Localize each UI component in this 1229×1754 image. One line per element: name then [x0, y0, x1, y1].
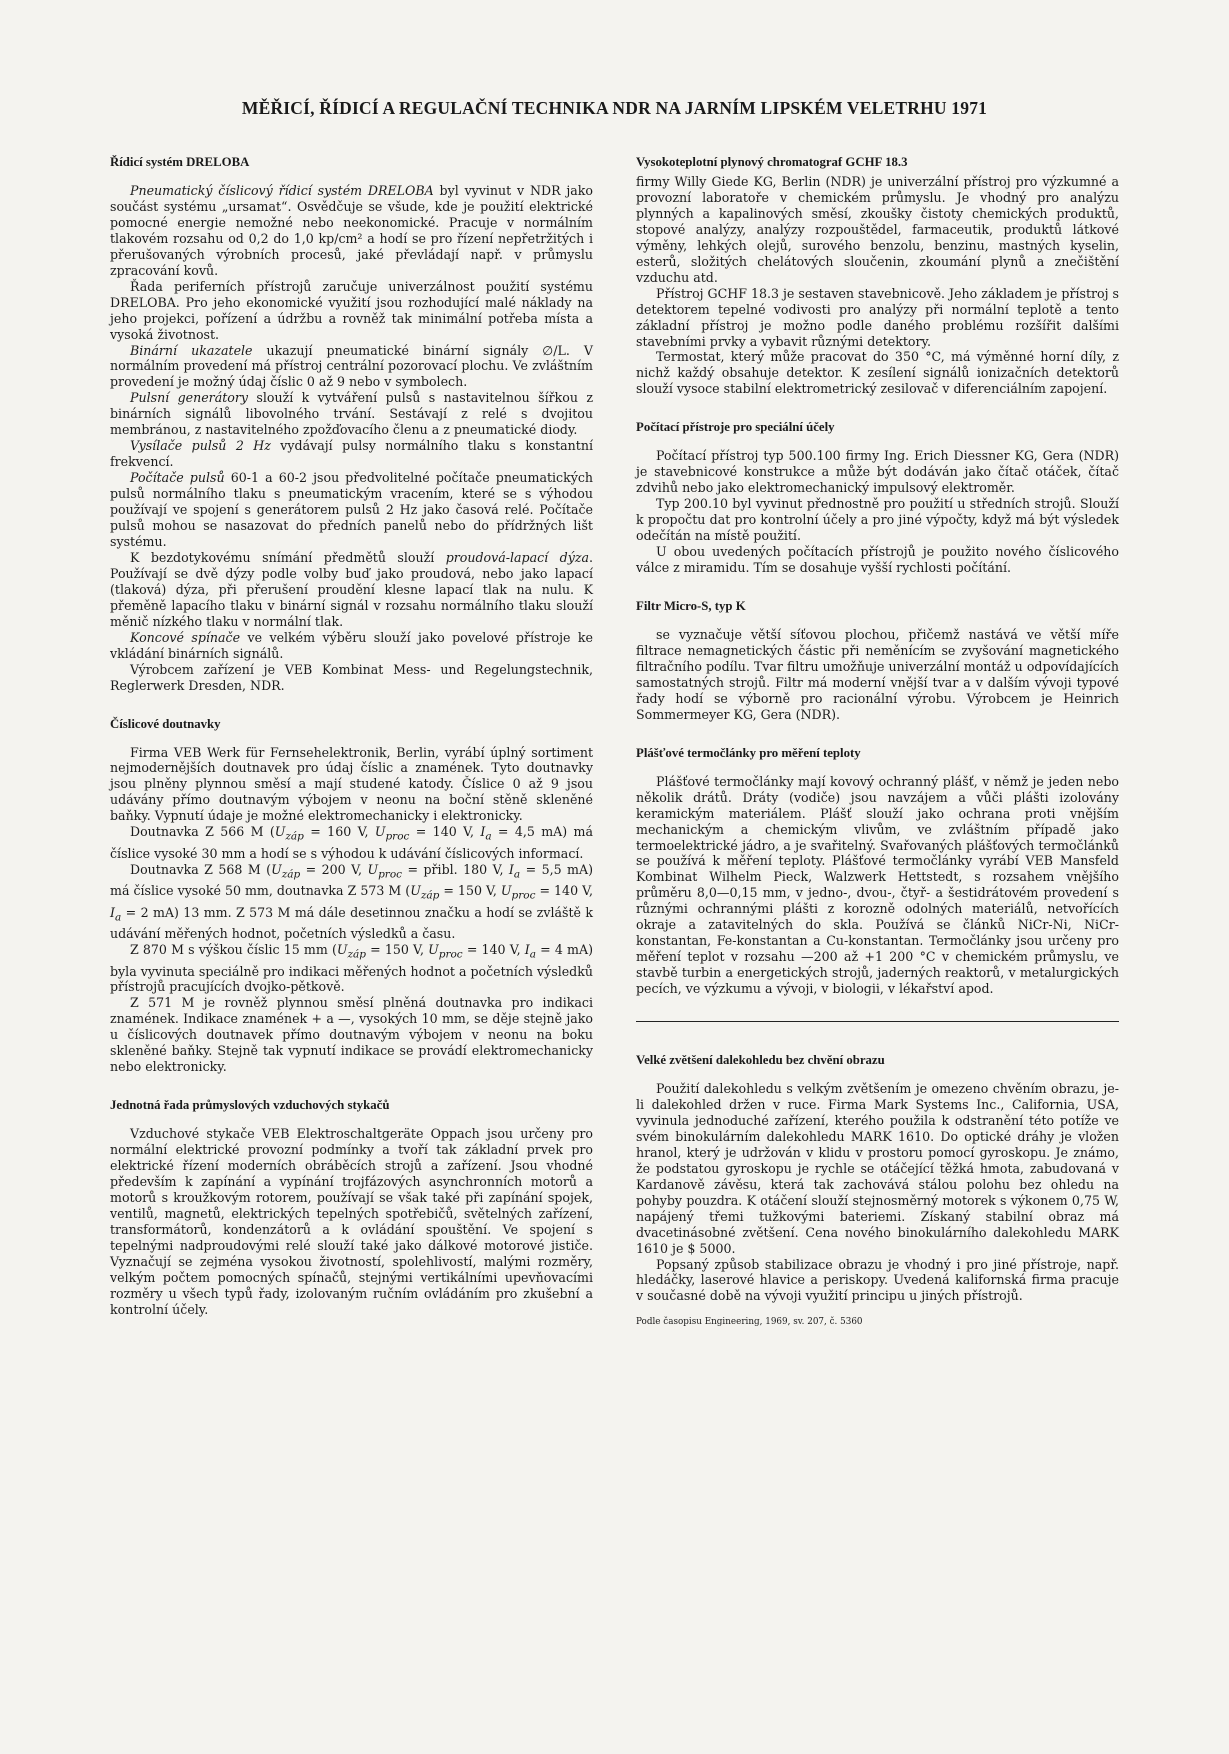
paragraph: Popsaný způsob stabilizace obrazu je vhodný i pro jiné přístroje, např. hledáčky, laserové hlavice a periskopy. Uvedená kalifornská firma pracuje v současné době na vývoji využití principu u jiných přístrojů.	[636, 1256, 1119, 1304]
article-heading: Řídicí systém DRELOBA	[110, 155, 250, 169]
article-heading: Filtr Micro-S, typ K	[636, 598, 746, 613]
paragraph: Z 870 M s výškou číslic 15 mm ($U_{záp} = 150$ V, $U_{proc} = 140$ V, $I_a = 4$ mA) byla vyvinuta speciálně pro indikaci měřených hodnot a početních výsledků přístrojů pracujících dvojko-pětkově.	[110, 942, 593, 995]
page-title: MĚŘICÍ, ŘÍDICÍ A REGULAČNÍ TECHNIKA NDR NA JARNÍM LIPSKÉM VELETRHU 1971	[241, 98, 988, 118]
section-divider	[636, 1021, 1119, 1022]
article-velke-zvetseni-dalekohledu-bez-chveni-ob	[636, 1052, 1119, 1328]
article-heading: Plášťové termočlánky pro měření teploty	[636, 745, 861, 760]
paragraph: Z 571 M je rovněž plynnou směsí plněná doutnavka pro indikaci znamének. Indikace znamének + a —, vysokých 10 mm, se děje stejně jako u číslicových doutnavek přímo doutnavým výbojem v neonu na boku skleněné baňky. Stejně tak vypnutí indikace se provádí elektromechanicky nebo elektronicky.	[110, 995, 593, 1075]
source-note: Podle časopisu Engineering, 1969, sv. 207, č. 5360	[636, 1317, 863, 1328]
paragraph: Binární ukazatele ukazují pneumatické binární signály ∅/L. V normálním provedení má přístroj centrální pozorovací plochu. Ve zvláštním provedení je možný údaj číslic 0 až 9 nebo v symbolech.	[110, 342, 593, 390]
right-column	[636, 154, 1119, 1350]
article-heading: Velké zvětšení dalekohledu bez chvění obrazu	[636, 1053, 885, 1068]
paragraph: Doutnavka Z 568 M ($U_{záp} = 200$ V, $U_{proc}$ = přibl. 180 V, $I_a = 5,5$ mA) má číslice vysoké 50 mm, doutnavka Z 573 M ($U_{záp} = 150$ V, $U_{proc} = 140$ V, $I_a = 2$ mA) 13 mm. Z 573 M má dále desetinnou značku a hodí se zvláště k udávání měřených hodnot, početních výsledků a času.	[110, 861, 593, 942]
article-vysokoteplotni-plynovy-chromatograf-gchf	[636, 154, 1119, 397]
article-heading: Vysokoteplotní plynový chromatograf GCHF 18.3	[636, 155, 908, 169]
paragraph: U obou uvedených počítacích přístrojů je použito nového číslicového válce z miramidu. Tím se dosahuje vyšší rychlosti počítání.	[636, 544, 1119, 576]
paragraph: Termostat, který může pracovat do 350 °C, má výměnné horní díly, z nichž každý obsahuje detektor. K zesílení signálů ionizačních detektorů slouží vysoce stabilní elektrometrický zesilovač v diferenciálním zapojení.	[636, 349, 1119, 397]
paragraph: firmy Willy Giede KG, Berlin (NDR) je univerzální přístroj pro výzkumné a provozní laboratoře v chemickém průmyslu. Je vhodný pro analýzu plynných a kapalinových směsí, zkoušky čistoty chemických produktů, stopové analýzy, analýzy rozpouštědel, farmaceutik, produktů látkové výměny, lehkých olejů, surového benzolu, benzinu, mastných kyselin, esterů, složitých chelátových sloučenin, zkoumání plynů a znečištění vzduchu atd.	[636, 174, 1119, 285]
paragraph: Pneumatický číslicový řídicí systém DRELOBA byl vyvinut v NDR jako součást systému „ursamat“. Osvědčuje se všude, kde je použití elektrické pomocné energie nemožné nebo neekonomické. Pracuje v normálním tlakovém rozsahu od 0,2 do 1,0 kp/cm² a hodí se pro řízení nepřetržitých i přerušovaných výrobních procesů, jaké převládají např. v průmyslu zpracování kovů.	[110, 183, 593, 278]
paragraph: Vysílače pulsů 2 Hz vydávají pulsy normálního tlaku s konstantní frekvencí.	[110, 438, 593, 470]
article-ridici-system-dreloba	[110, 154, 593, 694]
paragraph: Pulsní generátory slouží k vytváření pulsů s nastavitelnou šířkou z binárních signálů libovolného trvání. Sestávají z relé s dvojitou membránou, z nastavitelného zpožďovacího členu a z pneumatické diody.	[110, 390, 593, 438]
paragraph: Firma VEB Werk für Fernsehelektronik, Berlin, vyrábí úplný sortiment nejmodernějších doutnavek pro údaj číslic a znamének. Tyto doutnavky jsou plněny plynnou směsí a mají studené katody. Číslice 0 až 9 jsou udávány přímo doutnavým výbojem v neonu na boční stěně skleněné baňky. Vypnutí údaje je možné elektromechanicky i elektronicky.	[110, 744, 593, 824]
paragraph: Použití dalekohledu s velkým zvětšením je omezeno chvěním obrazu, je-li dalekohled držen v ruce. Firma Mark Systems Inc., California, USA, vyvinula jednoduché zařízení, kterého použila k odstranění této potíže ve svém binokulárním dalekohledu MARK 1610. Do optické dráhy je vložen hranol, který je udržován v klidu v prostoru pomocí gyroskopu. Je známo, že podstatou gyroskopu je rychle se otáčející těžká hmota, zabudovaná v Kardanově závěsu, která tak zachovává stálou polohu bez ohledu na pohyby pouzdra. K otáčení slouží stejnosměrný motorek s výkonem 0,75 W, napájený třemi tužkovými bateriemi. Získaný stabilní obraz má dvacetinásobné zvětšení. Cena nového binokulárního dalekohledu MARK 1610 je $ 5000.	[636, 1081, 1119, 1256]
paragraph: Přístroj GCHF 18.3 je sestaven stavebnicově. Jeho základem je přístroj s detektorem tepelné vodivosti pro analýzy při normální teplotě a tento základní přístroj je možno podle daného problému rozšířit dalšími stavebními prvky a vybavit různými detektory.	[636, 285, 1119, 349]
paragraph: K bezdotykovému snímání předmětů slouží proudová-lapací dýza. Používají se dvě dýzy podle volby buď jako proudová, nebo jako lapací (tlaková) dýza, při přerušení proudění klesne lapací tlak na nulu. K přeměně lapacího tlaku v binární signál v rozsahu normálního tlaku slouží měnič nízkého tlaku v normální tlak.	[110, 549, 593, 629]
paragraph: Počítací přístroj typ 500.100 firmy Ing. Erich Diessner KG, Gera (NDR) je stavebnicové konstrukce a může být dodáván jako čítač otáček, čítač zdvihů nebo jako elektromechanický impulsový elektroměr.	[636, 448, 1119, 496]
left-column	[110, 154, 593, 1340]
article-pocitaci-pristroje-pro-specialni-ucely	[636, 419, 1119, 576]
article-heading: Jednotná řada průmyslových vzduchových stykačů	[110, 1098, 390, 1113]
paragraph: Řada periferních přístrojů zaručuje univerzálnost použití systému DRELOBA. Pro jeho ekonomické využití jsou rozhodující malé náklady na jeho projekci, pořízení a údržbu a rovněž tak minimální potřeba místa a vysoká životnost.	[110, 278, 593, 342]
paragraph: Výrobcem zařízení je VEB Kombinat Mess- und Regelungstechnik, Reglerwerk Dresden, NDR.	[110, 661, 593, 693]
paragraph: Vzduchové stykače VEB Elektroschaltgeräte Oppach jsou určeny pro normální elektrické provozní podmínky a tvoří tak základní prvek pro elektrické řízení moderních obráběcích strojů a zařízení. Jsou vhodné především k zapínání a vypínání trojfázových asynchronních motorů a motorů s kroužkovým rotorem, používají se však také při zapínání spojek, ventilů, magnetů, elektrických tepelných spotřebičů, světelných zařízení, transformátorů, kondenzátorů a k ovládání spouštění. Ve spojení s tepelnými nadproudovými relé slouží také jako dálkové motorové jističe. Vyznačují se zejména vysokou životností, spolehlivostí, malými rozměry, velkým počtem pomocných spínačů, stejnými vertikálními upevňovacími rozměry u všech typů řady, izolovaným ručním ovládáním pro zkušební a kontrolní účely.	[110, 1126, 593, 1317]
paragraph: Plášťové termočlánky mají kovový ochranný plášť, v němž je jeden nebo několik drátů. Dráty (vodiče) jsou navzájem a vůči plášti izolovány keramickým materiálem. Plášť slouží jako ochrana proti vnějším mechanickým a chemickým vlivům, ve zvláštním případě jako termoelektrické jádro, a je svařitelný. Svařovaných plášťových termočlánků se používá k měření teploty. Plášťové termočlánky vyrábí VEB Mansfeld Kombinat Wilhelm Pieck, Walzwerk Hettstedt, s rozsahem vnějšího průměru 8,0—0,15 mm, v jedno-, dvou-, čtyř- a šestidrátovém provedení s různými ochrannými plášti z korozně odolných materiálů, netvořících okraje a zatavitelných do skla. Používá se článků NiCr-Ni, NiCr-konstantan, Fe-konstantan a Cu-konstantan. Termočlánky jsou určeny pro měření teplot v rozsahu —200 až +1 200 °C v chemickém průmyslu, ve stavbě turbin a energetických strojů, jaderných reaktorů, v metalurgických pecích, ve výzkumu a vývoji, v biologii, v lékařství apod.	[636, 773, 1119, 997]
article-plastove-termoclanky-pro-mereni-teploty	[636, 745, 1119, 997]
paragraph: Doutnavka Z 566 M ($U_{záp} = 160$ V, $U_{proc} = 140$ V, $I_a = 4,5$ mA) má číslice vysoké 30 mm a hodí se s výhodou k udávání číslicových informací.	[110, 824, 593, 861]
paragraph: Typ 200.10 byl vyvinut přednostně pro použití u středních strojů. Slouží k propočtu dat pro kontrolní účely a pro jiné výpočty, když má být výsledek odečítán na místě použití.	[636, 496, 1119, 544]
article-filtr-micro-s-typ-k	[636, 598, 1119, 723]
article-heading: Číslicové doutnavky	[110, 716, 221, 731]
article-heading: Počítací přístroje pro speciální účely	[636, 420, 835, 435]
paragraph: se vyznačuje větší síťovou plochou, přičemž nastává ve větší míře filtrace nemagnetických částic při neměnícím se zvyšování magnetického filtračního podílu. Tvar filtru umožňuje univerzální montáž u odpovídajících samostatných strojů. Filtr má moderní vnější tvar a v dalším vývoji typové řady hodí se výborně pro racionální výrobu. Výrobcem je Heinrich Sommermeyer KG, Gera (NDR).	[636, 626, 1119, 722]
paragraph: Počítače pulsů 60-1 a 60-2 jsou předvolitelné počítače pneumatických pulsů normálního tlaku s pneumatickým vracením, které se s výhodou používají ve spojení s generátorem pulsů 2 Hz jako časová relé. Počítače pulsů mohou se nasazovat do předních panelů nebo do přídržných lišt systému.	[110, 470, 594, 549]
article-jednotna-rada-prumyslovych-vzduchovych-s	[110, 1097, 593, 1317]
paragraph: Koncové spínače ve velkém výběru slouží jako povelové přístroje ke vkládání binárních signálů.	[110, 629, 593, 661]
article-cislicove-doutnavky	[110, 716, 593, 1076]
